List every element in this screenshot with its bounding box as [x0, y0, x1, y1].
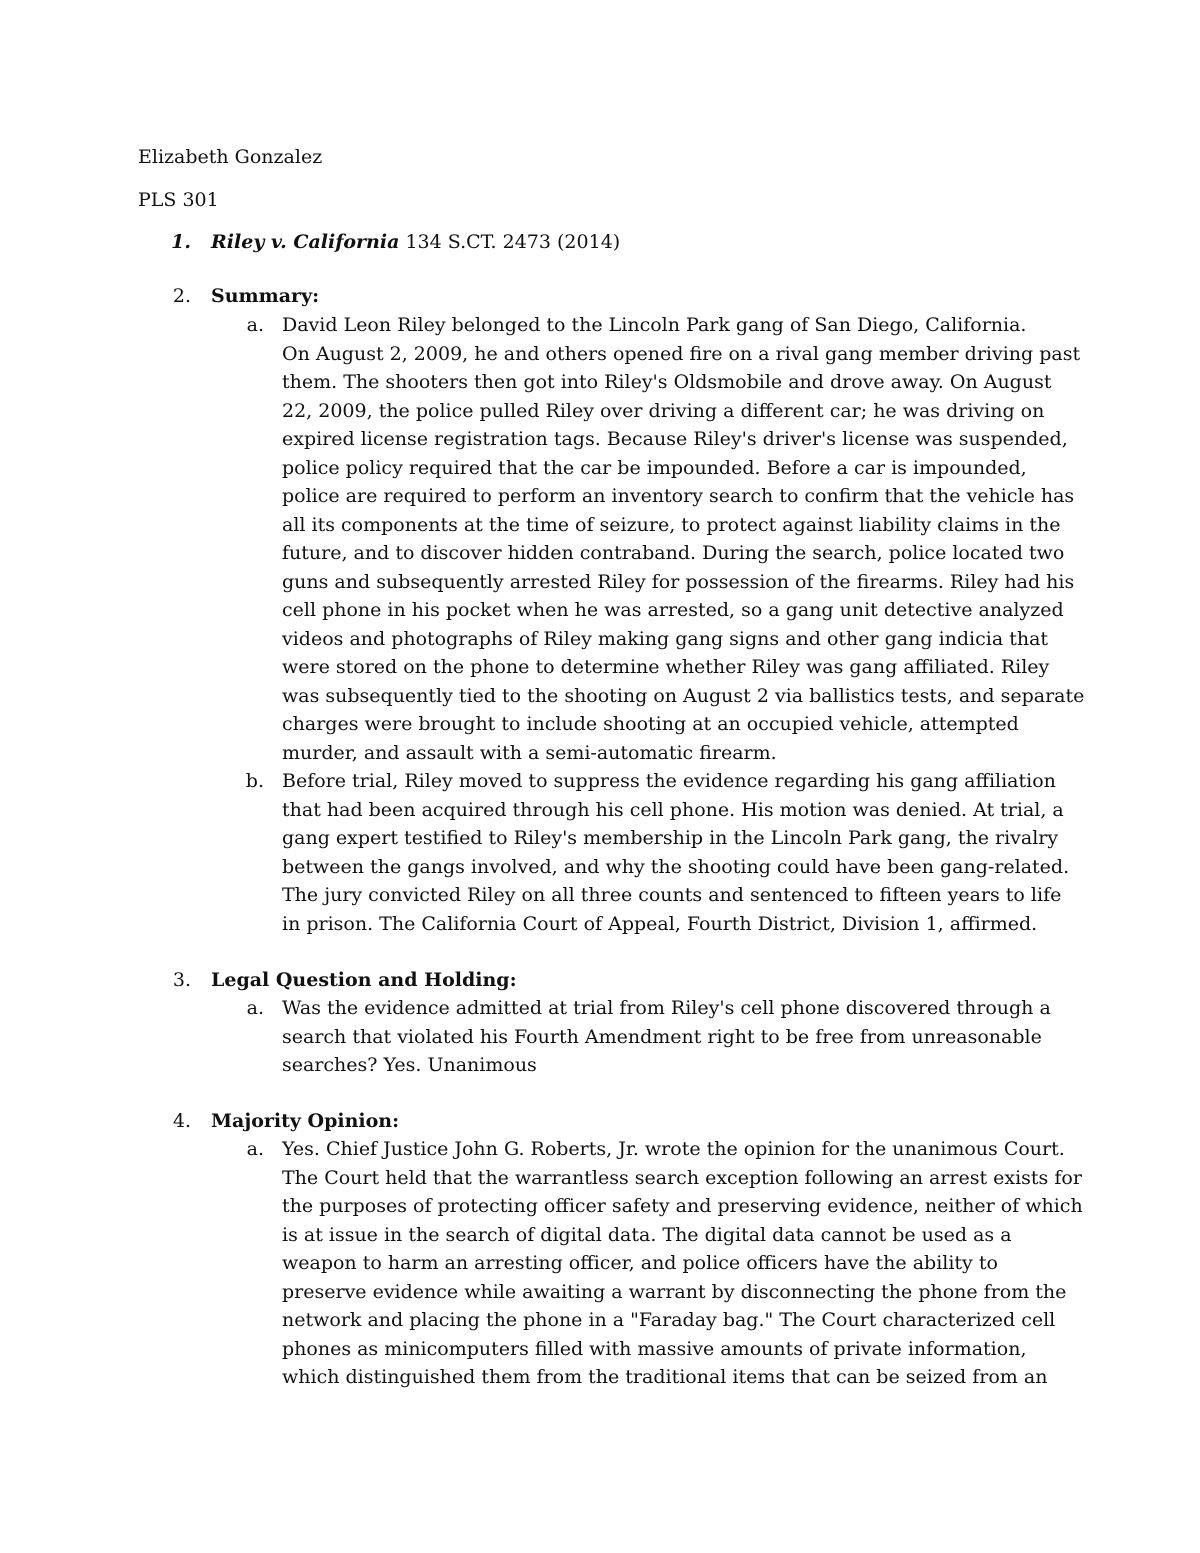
section-4-number: 4. [172, 1110, 191, 1132]
text-line: gang expert testified to Riley's membership in the Lincoln Park gang, the rivalry [282, 827, 1059, 849]
case-citation: 134 S.CT. 2473 (2014) [399, 231, 621, 253]
author-name: Elizabeth Gonzalez [138, 146, 323, 168]
case-citation-line [211, 228, 620, 257]
text-line: the purposes of protecting officer safety and preserving evidence, neither of which [282, 1195, 1083, 1217]
summary-item-b-letter: b. [245, 770, 264, 792]
text-line: Before trial, Riley moved to suppress the evidence regarding his gang affiliation [282, 770, 1056, 792]
summary-heading: Summary: [211, 285, 320, 307]
text-line: preserve evidence while awaiting a warrant by disconnecting the phone from the [282, 1280, 1067, 1303]
text-line: charges were brought to include shooting at an occupied vehicle, attempted [282, 713, 1019, 735]
text-line: is at issue in the search of digital data. The digital data cannot be used as a [282, 1223, 1012, 1246]
legal-question-item-a-letter: a. [246, 997, 264, 1019]
case-name: Riley v. California [211, 231, 400, 253]
majority-opinion-paragraph-a [282, 1135, 1082, 1392]
majority-opinion-item-a-letter: a. [246, 1138, 264, 1160]
text-line: cell phone in his pocket when he was arrested, so a gang unit detective analyzed [282, 599, 1064, 621]
text-line: videos and photographs of Riley making gang signs and other gang indicia that [282, 627, 1049, 650]
text-line: searches? Yes. Unanimous [282, 1054, 537, 1076]
section-2-number: 2. [172, 285, 191, 307]
text-line: expired license registration tags. Because Riley's driver's license was suspended, [282, 428, 1068, 450]
course-code: PLS 301 [138, 189, 219, 211]
section-1-number: 1. [171, 231, 191, 253]
text-line: them. The shooters then got into Riley's Oldsmobile and drove away. On August [282, 371, 1052, 393]
summary-paragraph-a [282, 311, 1085, 767]
text-line: which distinguished them from the traditional items that can be seized from an [282, 1366, 1048, 1388]
text-line: Was the evidence admitted at trial from Riley's cell phone discovered through a [282, 997, 1051, 1019]
text-line: Yes. Chief Justice John G. Roberts, Jr. wrote the opinion for the unanimous Court. [282, 1138, 1065, 1160]
text-line: that had been acquired through his cell phone. His motion was denied. At trial, a [282, 798, 1064, 821]
text-line: were stored on the phone to determine whether Riley was gang affiliated. Riley [282, 656, 1050, 678]
text-line: phones as minicomputers filled with massive amounts of private information, [282, 1337, 1027, 1360]
text-line: The Court held that the warrantless search exception following an arrest exists for [282, 1166, 1082, 1189]
text-line: police policy required that the car be impounded. Before a car is impounded, [282, 456, 1027, 479]
legal-question-paragraph-a [282, 994, 1082, 1080]
legal-question-heading: Legal Question and Holding: [211, 969, 517, 991]
text-line: weapon to harm an arresting officer, and police officers have the ability to [282, 1252, 998, 1274]
text-line: in prison. The California Court of Appeal, Fourth District, Division 1, affirmed. [282, 912, 1038, 935]
text-line: 22, 2009, the police pulled Riley over driving a different car; he was driving on [282, 399, 1045, 422]
text-line: murder, and assault with a semi-automatic firearm. [282, 741, 777, 764]
text-line: future, and to discover hidden contraband. During the search, police located two [282, 542, 1065, 564]
summary-paragraph-b [282, 767, 1082, 938]
section-3-number: 3. [172, 969, 191, 991]
text-line: guns and subsequently arrested Riley for possession of the firearms. Riley had his [282, 570, 1075, 593]
text-line: On August 2, 2009, he and others opened fire on a rival gang member driving past [282, 342, 1081, 365]
text-line: all its components at the time of seizure, to protect against liability claims in the [282, 513, 1061, 536]
text-line: network and placing the phone in a "Faraday bag." The Court characterized cell [282, 1309, 1056, 1331]
text-line: was subsequently tied to the shooting on August 2 via ballistics tests, and separate [282, 684, 1085, 707]
text-line: The jury convicted Riley on all three counts and sentenced to fifteen years to life [282, 884, 1062, 906]
text-line: between the gangs involved, and why the shooting could have been gang-related. [282, 855, 1070, 878]
text-line: search that violated his Fourth Amendment right to be free from unreasonable [282, 1025, 1042, 1048]
summary-item-a-letter: a. [246, 314, 264, 336]
text-line: David Leon Riley belonged to the Lincoln Park gang of San Diego, California. [282, 314, 1027, 336]
majority-opinion-heading: Majority Opinion: [211, 1110, 400, 1132]
text-line: police are required to perform an inventory search to confirm that the vehicle has [282, 485, 1075, 507]
